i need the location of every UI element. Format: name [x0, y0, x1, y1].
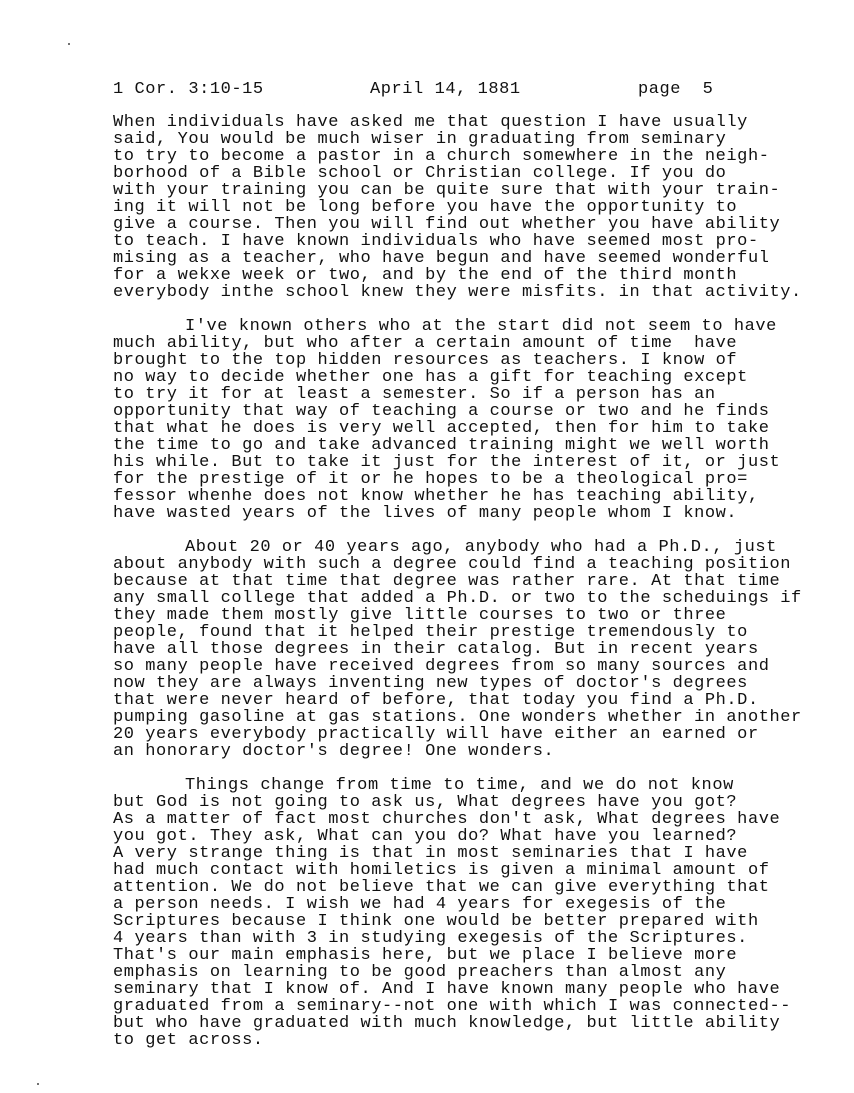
text-line: everybody inthe school knew they were misfits. in that activity. [113, 283, 802, 302]
text-line: no way to decide whether one has a gift for teaching except [113, 368, 748, 387]
text-line: the time to go and take advanced training might we well worth [113, 436, 770, 455]
text-line: When individuals have asked me that question I have usually [113, 113, 748, 132]
text-line: that were never heard of before, that today you find a Ph.D. [113, 691, 759, 710]
text-line: give a course. Then you will find out whether you have ability [113, 215, 781, 234]
text-line: now they are always inventing new types of doctor's degrees [113, 674, 748, 693]
text-line: That's our main emphasis here, but we place I believe more [113, 946, 738, 965]
text-line: much ability, but who after a certain amount of time have [113, 334, 738, 353]
text-line: an honorary doctor's degree! One wonders. [113, 742, 555, 761]
text-line: borhood of a Bible school or Christian college. If you do [113, 164, 727, 183]
text-line: About 20 or 40 years ago, anybody who had a Ph.D., just [185, 538, 777, 557]
text-line: 4 years than with 3 in studying exegesis of the Scriptures. [113, 929, 748, 948]
text-line: pumping gasoline at gas stations. One wonders whether in another [113, 708, 802, 727]
text-line: they made them mostly give little courses to two or three [113, 606, 727, 625]
text-line: about anybody with such a degree could find a teaching position [113, 555, 791, 574]
paper-speck [37, 1083, 39, 1085]
text-line: so many people have received degrees from so many sources and [113, 657, 770, 676]
text-line: to teach. I have known individuals who have seemed most pro- [113, 232, 759, 251]
text-line: have all those degrees in their catalog. But in recent years [113, 640, 759, 659]
text-line: said, You would be much wiser in graduating from seminary [113, 130, 727, 149]
paper-speck [68, 43, 70, 45]
text-line: for the prestige of it or he hopes to be a theological pro= [113, 470, 748, 489]
text-line: to get across. [113, 1031, 264, 1050]
paragraph [113, 539, 802, 760]
text-line: 20 years everybody practically will have either an earned or [113, 725, 759, 744]
text-line: people, found that it helped their prestige tremendously to [113, 623, 748, 642]
text-line: because at that time that degree was rather rare. At that time [113, 572, 781, 591]
text-line: As a matter of fact most churches don't ask, What degrees have [113, 810, 781, 829]
text-line: I've known others who at the start did not seem to have [185, 317, 777, 336]
text-line: Things change from time to time, and we do not know [185, 776, 734, 795]
text-line: that what he does is very well accepted, then for him to take [113, 419, 770, 438]
text-line: opportunity that way of teaching a course or two and he finds [113, 402, 770, 421]
text-line: graduated from a seminary--not one with which I was connected-- [113, 997, 791, 1016]
text-line: any small college that added a Ph.D. or two to the scheduings if [113, 589, 802, 608]
paragraph [113, 318, 802, 522]
text-line: Scriptures because I think one would be better prepared with [113, 912, 759, 931]
text-line: attention. We do not believe that we can give everything that [113, 878, 770, 897]
text-line: A very strange thing is that in most seminaries that I have [113, 844, 748, 863]
header-date: April 14, 1881 [370, 80, 521, 99]
text-line: you got. They ask, What can you do? What have you learned? [113, 827, 738, 846]
text-line: but who have graduated with much knowledge, but little ability [113, 1014, 781, 1033]
text-line: mising as a teacher, who have begun and have seemed wonderful [113, 249, 770, 268]
text-line: to try it for at least a semester. So if a person has an [113, 385, 716, 404]
document-body [113, 114, 802, 1049]
text-line: ing it will not be long before you have the opportunity to [113, 198, 738, 217]
paragraph [113, 777, 802, 1049]
text-line: but God is not going to ask us, What degrees have you got? [113, 793, 738, 812]
text-line: seminary that I know of. And I have known many people who have [113, 980, 781, 999]
text-line: brought to the top hidden resources as teachers. I know of [113, 351, 738, 370]
text-line: his while. But to take it just for the interest of it, or just [113, 453, 781, 472]
typed-page [113, 81, 802, 1066]
text-line: a person needs. I wish we had 4 years for exegesis of the [113, 895, 727, 914]
text-line: to try to become a pastor in a church somewhere in the neigh- [113, 147, 770, 166]
text-line: emphasis on learning to be good preachers than almost any [113, 963, 727, 982]
text-line: for a wekxe week or two, and by the end of the third month [113, 266, 738, 285]
text-line: fessor whenhe does not know whether he has teaching ability, [113, 487, 759, 506]
scripture-reference: 1 Cor. 3:10-15 [113, 80, 264, 99]
page-header [113, 81, 733, 98]
page-number: page 5 [638, 80, 714, 99]
text-line: had much contact with homiletics is given a minimal amount of [113, 861, 770, 880]
paragraph [113, 114, 802, 301]
text-line: have wasted years of the lives of many people whom I know. [113, 504, 738, 523]
text-line: with your training you can be quite sure that with your train- [113, 181, 781, 200]
